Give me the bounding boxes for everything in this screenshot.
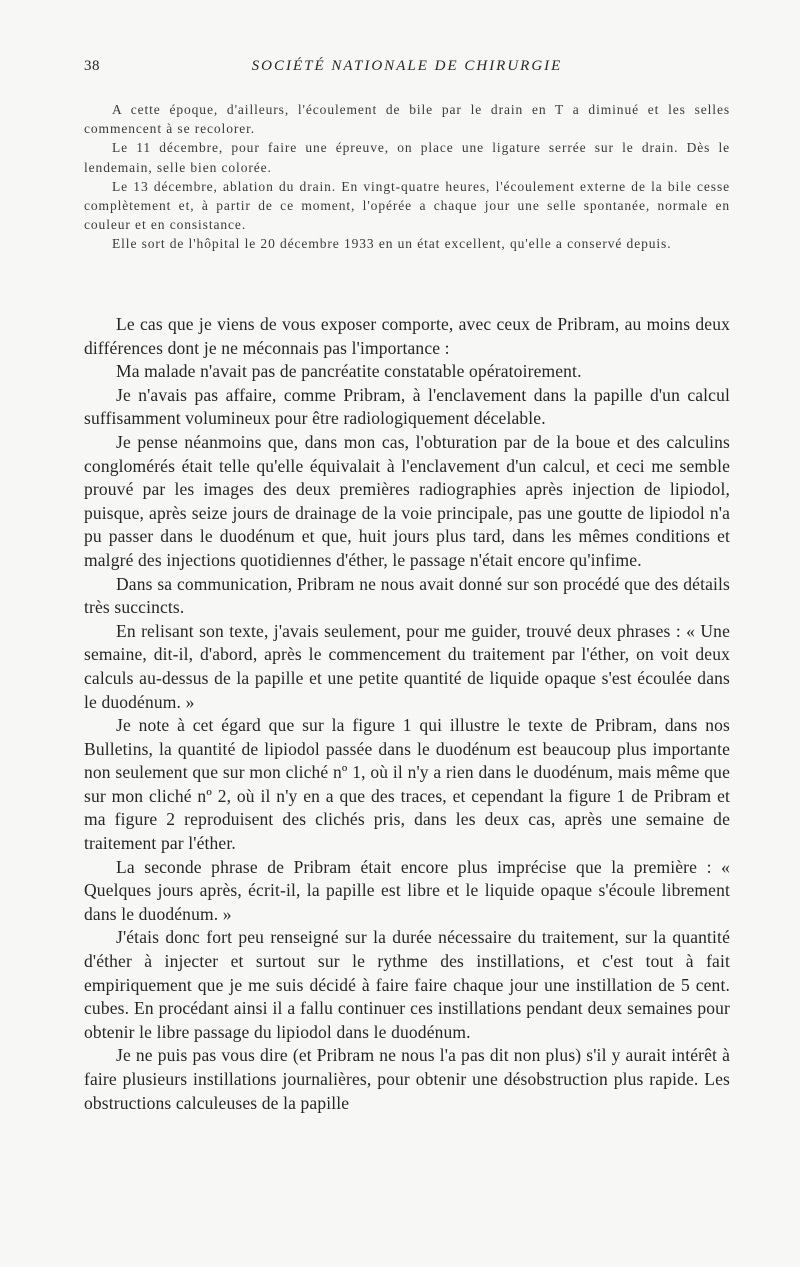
page-number: 38 <box>84 58 100 74</box>
observation-paragraph: Le 11 décembre, pour faire une épreuve, on place une ligature serrée sur le drain. Dès le lendemain, selle bien colorée. <box>84 140 730 175</box>
body-text <box>84 313 730 1115</box>
body-paragraph: Le cas que je viens de vous exposer comporte, avec ceux de Pribram, au moins deux différences dont je ne méconnais pas l'importance : <box>84 314 730 358</box>
body-paragraph: La seconde phrase de Pribram était encore plus imprécise que la première : « Quelques jours après, écrit-il, la papille est libre et le liquide opaque s'écoule librement dans le duodénum. » <box>84 856 730 924</box>
observation-paragraph: Elle sort de l'hôpital le 20 décembre 1933 en un état excellent, qu'elle a conservé depuis. <box>112 236 672 252</box>
body-paragraph: Dans sa communication, Pribram ne nous avait donné sur son procédé que des détails très succincts. <box>84 573 730 618</box>
observation-section <box>84 100 730 254</box>
observation-paragraph: A cette époque, d'ailleurs, l'écoulement de bile par le drain en T a diminué et les selles commencent à se recolorer. <box>84 102 730 137</box>
body-paragraph: Je pense néanmoins que, dans mon cas, l'obturation par de la boue et des calculins conglomérés était telle qu'elle équivalait à l'enclavement d'un calcul, et ceci me semble prouvé par les images des deux premières radiographies après injection de lipiodol, puisque, après seize jours de drainage de la voie principale, pas une goutte de lipiodol n'a pu passer dans le duodénum et que, huit jours plus tard, dans les mêmes conditions et malgré des injections quotidiennes d'éther, le passage n'était encore qu'infime. <box>84 431 730 570</box>
body-paragraph: Je note à cet égard que sur la figure 1 qui illustre le texte de Pribram, dans nos Bulletins, la quantité de lipiodol passée dans le duodénum est beaucoup plus importante non seulement que sur mon cliché nº 1, où il n'y a rien dans le duodénum, mais même que sur mon cliché nº 2, où il n'y en a que des traces, et cependant la figure 1 de Pribram et ma figure 2 reproduisent des clichés pris, dans les deux cas, après une semaine de traitement par l'éther. <box>84 715 730 854</box>
running-title: SOCIÉTÉ NATIONALE DE CHIRURGIE <box>251 58 563 74</box>
body-paragraph: Je ne puis pas vous dire (et Pribram ne nous l'a pas dit non plus) s'il y aurait intérêt à faire plusieurs instillations journalières, pour obtenir une désobstruction plus rapide. Les obstructions calculeuses de la papille <box>84 1045 730 1113</box>
body-paragraph: Ma malade n'avait pas de pancréatite constatable opératoirement. <box>116 361 582 382</box>
page-header <box>84 58 730 82</box>
body-paragraph: J'étais donc fort peu renseigné sur la durée nécessaire du traitement, sur la quantité d'éther à injecter et surtout sur le rythme des instillations, et c'est tout à fait empiriquement que je me suis décidé à faire faire chaque jour une instillation de 5 cent. cubes. En procédant ainsi il a fallu continuer ces instillations pendant deux semaines pour obtenir le libre passage du lipiodol dans le duodénum. <box>84 927 730 1042</box>
observation-paragraph: Le 13 décembre, ablation du drain. En vingt-quatre heures, l'écoulement externe de la bile cesse complètement et, à partir de ce moment, l'opérée a chaque jour une selle spontanée, normale en couleur et en consistance. <box>84 178 730 233</box>
body-paragraph: Je n'avais pas affaire, comme Pribram, à l'enclavement dans la papille d'un calcul suffisamment volumineux pour être radiologiquement décelable. <box>84 384 730 429</box>
body-paragraph: En relisant son texte, j'avais seulement, pour me guider, trouvé deux phrases : « Une semaine, dit-il, d'abord, après le commencement du traitement par l'éther, on voit deux calculs au-dessus de la papille et une petite quantité de liquide opaque s'est écoulée dans le duodénum. » <box>84 620 730 712</box>
